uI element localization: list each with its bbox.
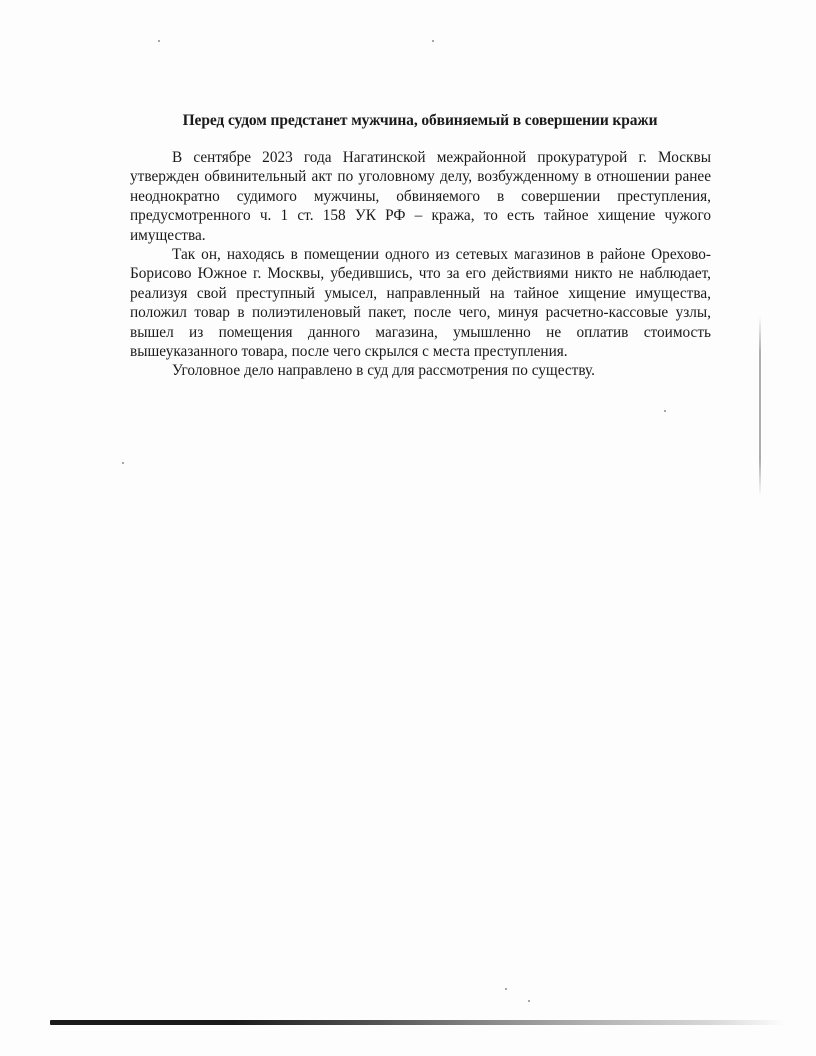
document-title: Перед судом предстанет мужчина, обвиняемый в совершении кражи — [182, 112, 658, 129]
scan-speck — [432, 40, 434, 42]
scan-edge-shadow-bottom — [50, 1020, 785, 1025]
paragraph-1: В сентябре 2023 года Нагатинской межрайонной прокуратурой г. Москвы утвержден обвинительный акт по уголовному делу, возбужденному в отношении ранее неоднократно судимого мужчины, обвиняемого в совершении преступления, предусмотренного ч. 1 ст. 158 УК РФ – кража, то есть тайное хищение чужого имущества. — [130, 149, 711, 244]
scan-edge-shadow-right — [759, 316, 761, 496]
document-body — [130, 148, 711, 381]
scan-speck — [505, 988, 507, 990]
scan-speck — [122, 462, 124, 464]
paragraph-3: Уголовное дело направлено в суд для рассмотрения по существу. — [172, 362, 595, 380]
scan-speck — [158, 40, 160, 42]
scan-speck — [528, 1000, 530, 1002]
paragraph-2: Так он, находясь в помещении одного из сетевых магазинов в районе Орехово-Борисово Южное г. Москвы, убедившись, что за его действиями никто не наблюдает, реализуя свой преступный умысел, направленный на тайное хищение имущества, положил товар в полиэтиленовый пакет, после чего, минуя расчетно-кассовые узлы, вышел из помещения данного магазина, умышленно не оплатив стоимость вышеуказанного товара, после чего скрылся с места преступления. — [130, 246, 711, 361]
scan-speck — [664, 410, 666, 412]
